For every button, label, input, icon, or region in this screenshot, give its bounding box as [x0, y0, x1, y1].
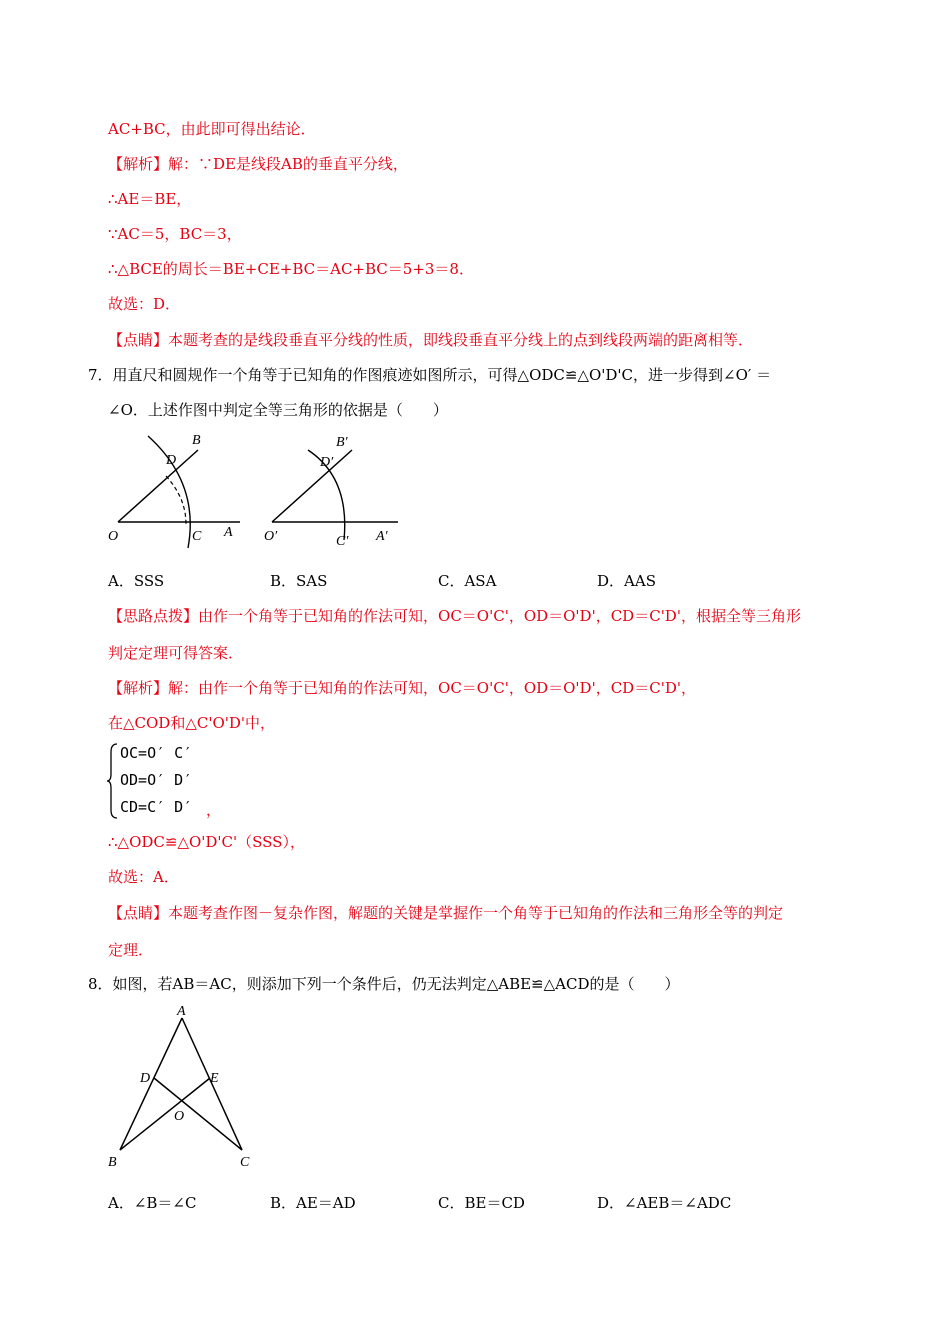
q8-triangle-figure	[100, 1000, 270, 1175]
label-b-prime: B′	[336, 435, 348, 450]
label-b8: B	[108, 1155, 117, 1170]
prev-line-3: ∴AE＝BE，	[108, 190, 192, 208]
q8-option-d: D．∠AEB＝∠ADC	[597, 1194, 732, 1212]
q7-note-tag: 【点睛】	[108, 904, 169, 922]
prev-line-4: ∵AC＝5，BC＝3，	[108, 225, 242, 243]
q7-note-line-1	[108, 903, 783, 923]
prev-line-6: 故选：D．	[108, 295, 181, 313]
label-o-prime: O′	[264, 529, 278, 544]
q7-hint-line-1	[108, 606, 801, 626]
prev-note-line	[108, 330, 753, 350]
q7-stem-line-2: ∠O．上述作图中判定全等三角形的依据是（ ）	[108, 401, 448, 419]
prev-line-1: AC+BC，由此即可得出结论．	[108, 120, 316, 138]
label-d-prime: D′	[320, 455, 334, 470]
q7-stem-line-1: 7．用直尺和圆规作一个角等于已知角的作图痕迹如图所示，可得△ODC≌△O'D'C，进一步得到∠O′ ＝	[88, 366, 772, 384]
note-text: 本题考查的是线段垂直平分线的性质，即线段垂直平分线上的点到线段两端的距离相等．	[168, 331, 754, 349]
hint-tag: 【思路点拨】	[108, 607, 199, 625]
q7-option-a: A．SSS	[108, 572, 165, 590]
label-o: O	[108, 529, 119, 544]
ray-ob	[118, 450, 198, 522]
system-brace	[106, 742, 120, 820]
q8-option-c: C．BE＝CD	[438, 1194, 525, 1212]
q7-option-d: D．AAS	[597, 572, 656, 590]
label-c: C	[192, 529, 202, 544]
q7-option-c: C．ASA	[438, 572, 497, 590]
solution-text: 解：由作一个角等于已知角的作法可知，OC＝O'C'，OD＝O'D'，CD＝C'D'，	[168, 679, 696, 697]
q8-option-a: A．∠B＝∠C	[108, 1194, 197, 1212]
q7-solution-line-4: 故选：A．	[108, 868, 179, 886]
label-c-prime: C′	[336, 534, 349, 549]
label-d8: D	[140, 1071, 151, 1086]
note-tag: 【点睛】	[108, 331, 169, 349]
q7-note-text: 本题考查作图－复杂作图，解题的关键是掌握作一个角等于已知角的作法和三角形全等的判定	[168, 904, 784, 922]
q7-solution-line-1	[108, 678, 696, 698]
ray-o2b2	[272, 450, 352, 522]
label-a: A	[224, 525, 233, 540]
q7-note-line-2: 定理．	[108, 941, 154, 959]
segment-cd	[154, 1078, 242, 1150]
prev-line-5: ∴△BCE的周长＝BE+CE+BC＝AC+BC＝5+3＝8．	[108, 260, 474, 278]
hint-text: 由作一个角等于已知角的作法可知，OC＝O'C'，OD＝O'D'，CD＝C'D'，根据全等三角形	[198, 607, 801, 625]
system-eq-1: OC=O′ C′	[120, 744, 193, 762]
system-eq-2: OD=O′ D′	[120, 771, 193, 789]
q8-stem: 8．如图，若AB＝AC，则添加下列一个条件后，仍无法判定△ABE≌△ACD的是（ ）	[88, 975, 680, 993]
solution-tag: 【解析】	[108, 679, 169, 697]
analysis-tag: 【解析】	[108, 155, 169, 173]
q7-option-b: B．SAS	[270, 572, 328, 590]
label-a8: A	[177, 1004, 186, 1019]
q7-construction-figure	[100, 428, 420, 558]
label-a-prime: A′	[376, 529, 388, 544]
label-b: B	[192, 433, 201, 448]
side-ab	[120, 1018, 185, 1150]
label-d: D	[166, 453, 177, 468]
q8-option-b: B．AE＝AD	[270, 1194, 356, 1212]
q7-solution-line-3: ∴△ODC≌△O'D'C'（SSS），	[108, 833, 305, 851]
system-eq-3: CD=C′ D′	[120, 798, 193, 816]
analysis-text: 解：∵DE是线段AB的垂直平分线，	[168, 155, 408, 173]
system-end: ，	[206, 801, 222, 819]
prev-analysis-line	[108, 154, 408, 174]
q7-solution-line-2: 在△COD和△C'O'D'中，	[108, 714, 276, 732]
label-c8: C	[240, 1155, 250, 1170]
label-e8: E	[210, 1071, 219, 1086]
q7-hint-line-2: 判定定理可得答案．	[108, 644, 244, 662]
label-o8: O	[174, 1109, 185, 1124]
segment-be	[120, 1078, 210, 1150]
